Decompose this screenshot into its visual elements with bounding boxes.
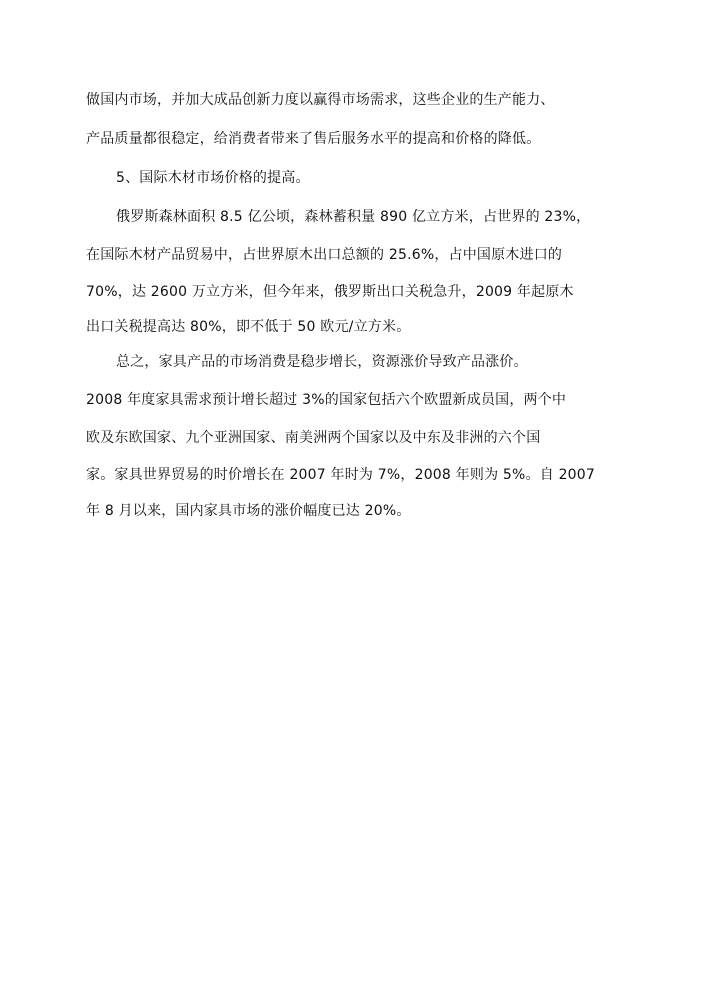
paragraph-line-6: 70%，达 2600 万立方米，但今年来，俄罗斯出口关税急升，2009 年起原木 [86, 284, 574, 300]
paragraph-line-4: 俄罗斯森林面积 8.5 亿公顷，森林蓄积量 890 亿立方米，占世界的 23%， [116, 209, 591, 225]
paragraph-line-10: 欧及东欧国家、九个亚洲国家、南美洲两个国家以及中东及非洲的六个国 [86, 430, 541, 446]
section-heading-5: 5、国际木材市场价格的提高。 [116, 170, 310, 186]
paragraph-line-8: 总之，家具产品的市场消费是稳步增长，资源涨价导致产品涨价。 [116, 354, 528, 370]
paragraph-line-1: 做国内市场，并加大成品创新力度以赢得市场需求，这些企业的生产能力、 [86, 92, 555, 108]
paragraph-line-2: 产品质量都很稳定，给消费者带来了售后服务水平的提高和价格的降低。 [86, 131, 541, 147]
paragraph-line-7: 出口关税提高达 80%，即不低于 50 欧元/立方米。 [86, 319, 411, 335]
paragraph-line-9: 2008 年度家具需求预计增长超过 3%的国家包括六个欧盟新成员国，两个中 [86, 392, 567, 408]
paragraph-line-5: 在国际木材产品贸易中，占世界原木出口总额的 25.6%，占中国原木进口的 [86, 247, 563, 263]
paragraph-line-12: 年 8 月以来，国内家具市场的涨价幅度已达 20%。 [86, 503, 411, 519]
paragraph-line-11: 家。家具世界贸易的时价增长在 2007 年时为 7%，2008 年则为 5%。自 2007 [86, 467, 596, 483]
